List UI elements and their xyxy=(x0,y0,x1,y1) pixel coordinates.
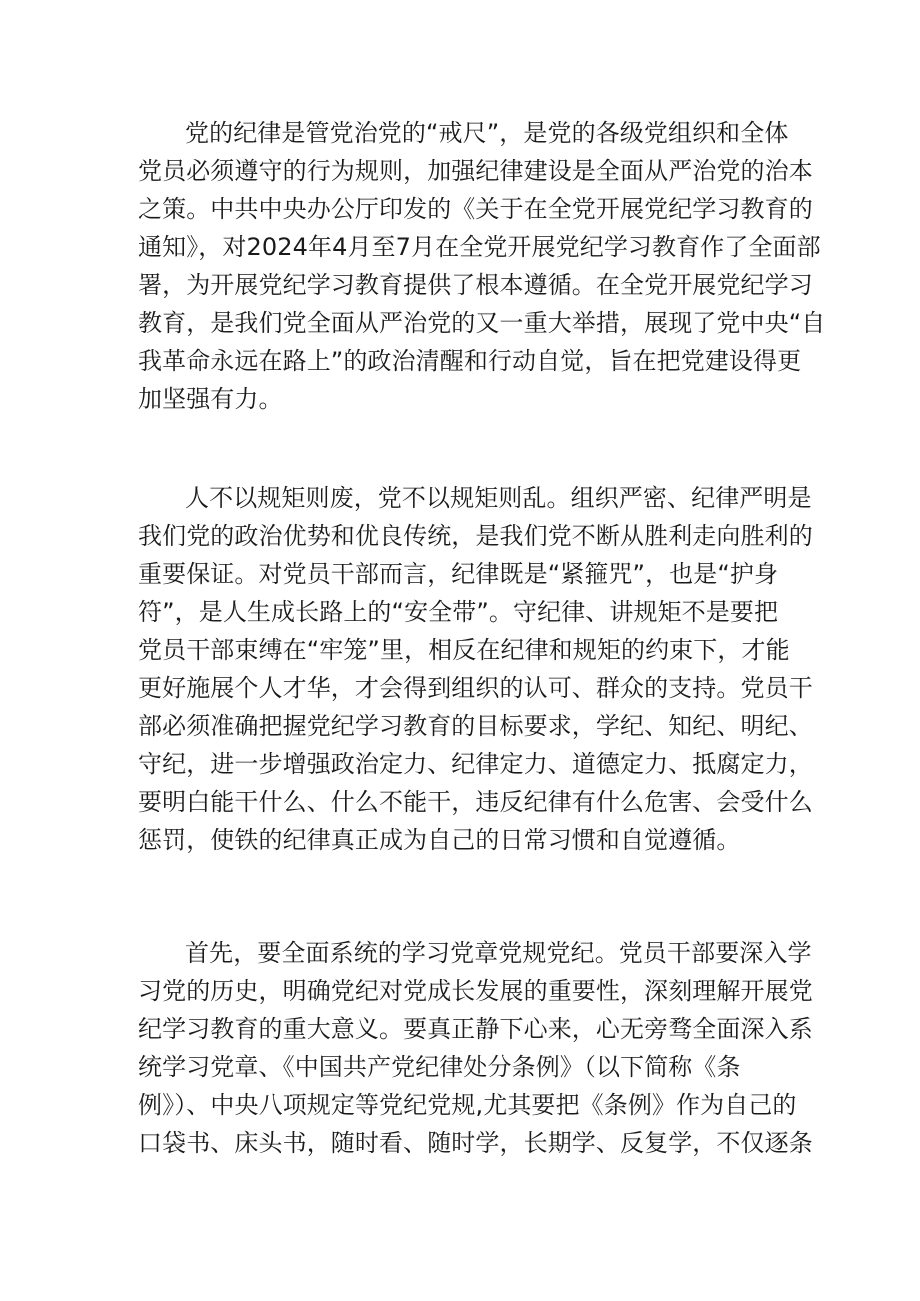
paragraph-line: 署，为开展党纪学习教育提供了根本遵循。在全党开展党纪学习 xyxy=(138,271,813,299)
paragraph-line: 要明白能干什么、什么不能干，违反纪律有什么危害、会受什么 xyxy=(138,788,813,816)
paragraph-2 xyxy=(138,479,813,859)
paragraph-line: 首先，要全面系统的学习党章党规党纪。党员干部要深入学 xyxy=(185,939,812,967)
paragraph-line: 之策。中共中央办公厅印发的《关于在全党开展党纪学习教育的 xyxy=(138,195,813,223)
paragraph-line: 党的纪律是管党治党的“戒尺”，是党的各级党组织和全体 xyxy=(185,119,789,147)
paragraph-line: 我们党的政治优势和优良传统，是我们党不断从胜利走向胜利的 xyxy=(138,522,813,550)
paragraph-line: 加坚强有力。 xyxy=(138,385,283,413)
paragraph-line: 教育，是我们党全面从严治党的又一重大举措，展现了党中央“自 xyxy=(138,309,826,337)
paragraph-line: 人不以规矩则废，党不以规矩则乱。组织严密、纪律严明是 xyxy=(185,484,812,512)
paragraph-line: 守纪，进一步增强政治定力、纪律定力、道德定力、抵腐定力， xyxy=(138,750,813,778)
paragraph-line: 符”，是人生成长路上的“安全带”。守纪律、讲规矩不是要把 xyxy=(138,598,779,626)
paragraph-1 xyxy=(138,114,826,418)
paragraph-line: 习党的历史，明确党纪对党成长发展的重要性，深刻理解开展党 xyxy=(138,977,813,1005)
paragraph-line: 重要保证。对党员干部而言，纪律既是“紧箍咒”，也是“护身 xyxy=(138,560,779,588)
paragraph-line: 更好施展个人才华，才会得到组织的认可、群众的支持。党员干 xyxy=(138,674,813,702)
paragraph-line: 统学习党章、《中国共产党纪律处分条例》（以下简称《条 xyxy=(138,1053,741,1081)
paragraph-line: 口袋书、床头书，随时看、随时学，长期学、反复学，不仅逐条 xyxy=(138,1129,813,1157)
paragraph-line: 纪学习教育的重大意义。要真正静下心来，心无旁骛全面深入系 xyxy=(138,1015,813,1043)
paragraph-3 xyxy=(138,934,813,1162)
paragraph-line: 我革命永远在路上”的政治清醒和行动自觉，旨在把党建设得更 xyxy=(138,347,802,375)
paragraph-line: 部必须准确把握党纪学习教育的目标要求，学纪、知纪、明纪、 xyxy=(138,712,813,740)
paragraph-line: 通知》，对2024年4月至7月在全党开展党纪学习教育作了全面部 xyxy=(138,233,821,261)
paragraph-line: 党员干部束缚在“牢笼”里，相反在纪律和规矩的约束下，才能 xyxy=(138,636,790,664)
paragraph-line: 党员必须遵守的行为规则，加强纪律建设是全面从严治党的治本 xyxy=(138,157,813,185)
paragraph-line: 惩罚，使铁的纪律真正成为自己的日常习惯和自觉遵循。 xyxy=(138,826,741,854)
paragraph-line: 例》）、中央八项规定等党纪党规,尤其要把《条例》作为自己的 xyxy=(138,1091,797,1119)
